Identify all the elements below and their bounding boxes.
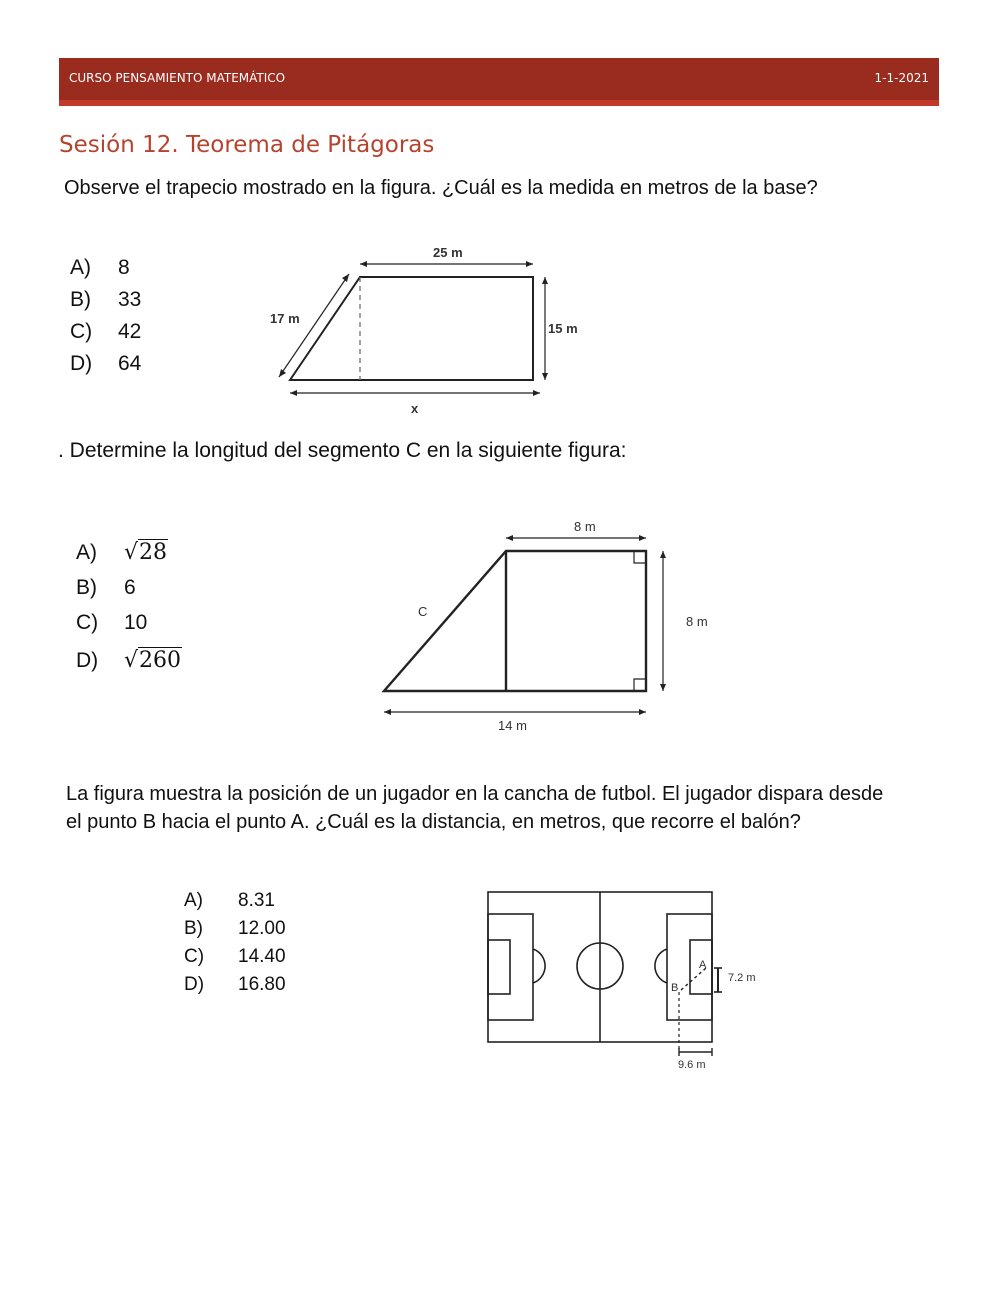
sqrt-symbol: √260 [124, 648, 182, 673]
q3-option-d: D) 16.80 [184, 974, 286, 995]
label-base: x [411, 401, 419, 416]
label-height: 15 m [548, 321, 578, 336]
course-title: CURSO PENSAMIENTO MATEMÁTICO [69, 71, 286, 85]
label-slant: 17 m [270, 311, 300, 326]
q3-option-c: C) 14.40 [184, 946, 286, 967]
q1-option-c: C) 42 [70, 320, 142, 343]
horizontal-distance-label: 9.6 m [678, 1059, 706, 1071]
q1-option-d: D) 64 [70, 352, 142, 375]
label-height: 8 m [686, 614, 708, 629]
label-top: 25 m [433, 245, 463, 260]
q3-option-b: B) 12.00 [184, 918, 286, 939]
q2-option-c: C) 10 [76, 611, 148, 634]
shot-path-line [681, 968, 706, 990]
q2-option-b: B) 6 [76, 576, 136, 599]
session-title: Sesión 12. Teorema de Pitágoras [59, 132, 435, 158]
point-b-label: B [671, 982, 679, 994]
q2-option-a: A) √28 [76, 540, 168, 565]
point-a-label: A [699, 959, 707, 971]
q1-option-a: A) 8 [70, 256, 130, 279]
question-2-text: . Determine la longitud del segmento C en la siguiente figura: [58, 439, 627, 462]
question-3-line-1: La figura muestra la posición de un jugador en la cancha de futbol. El jugador dispara desde [66, 783, 884, 805]
question-3-line-2: el punto B hacia el punto A. ¿Cuál es la distancia, en metros, que recorre el balón? [66, 811, 801, 833]
question-1-text: Observe el trapecio mostrado en la figura. ¿Cuál es la medida en metros de la base? [64, 177, 818, 199]
left-goal-area [488, 940, 510, 994]
q2-option-d: D) √260 [76, 648, 182, 673]
sqrt-symbol: √28 [124, 540, 168, 565]
header-date: 1-1-2021 [874, 71, 929, 85]
q3-option-a: A) 8.31 [184, 890, 275, 911]
left-penalty-arc [533, 949, 545, 983]
label-base: 14 m [498, 718, 527, 733]
label-top: 8 m [574, 519, 596, 534]
label-c: C [418, 604, 428, 619]
vertical-distance-label: 7.2 m [728, 972, 756, 984]
q1-option-b: B) 33 [70, 288, 142, 311]
right-penalty-arc [655, 949, 667, 983]
